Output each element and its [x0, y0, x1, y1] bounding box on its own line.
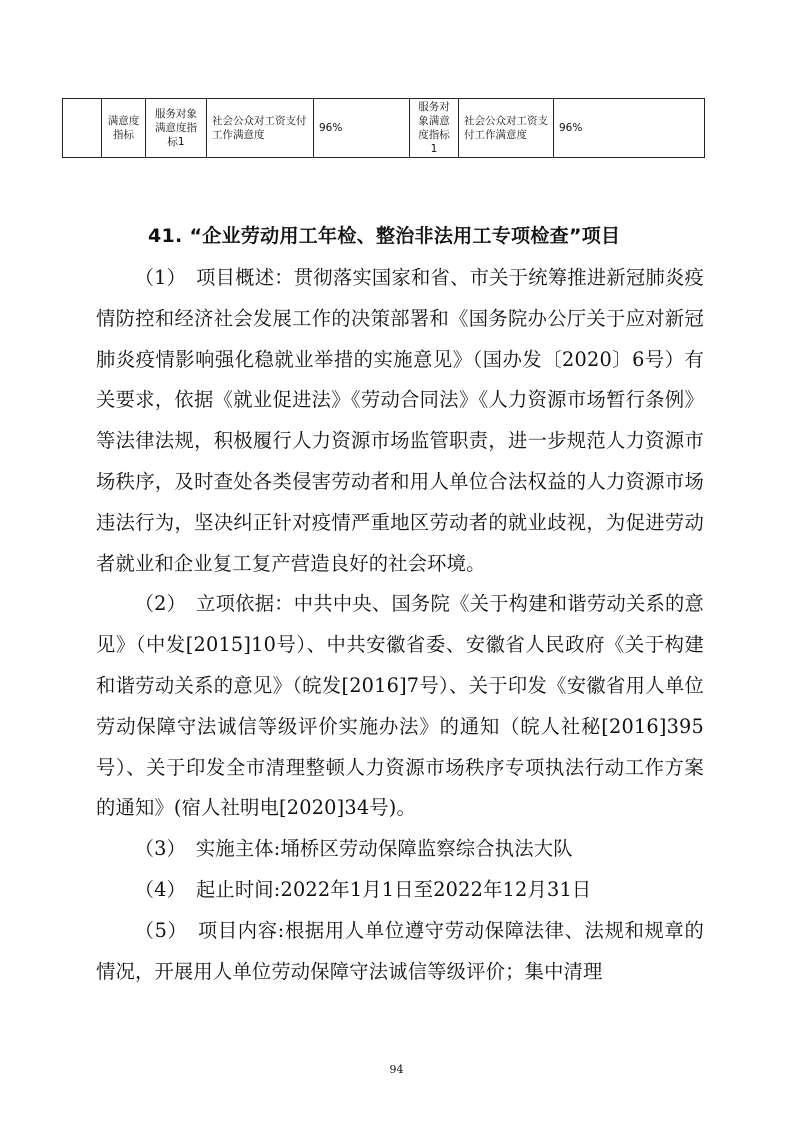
table-cell-level3-indicator-actual: 社会公众对工资支付工作满意度: [459, 99, 554, 158]
section-body: [96, 258, 704, 992]
paragraph-basis: （2） 立项依据：中共中央、国务院《关于构建和谐劳动关系的意见》（中发[2015]10号）、中共安徽省委、安徽省人民政府《关于构建和谐劳动关系的意见》（皖发[2016]7号）、关于印发《安徽省用人单位劳动保障守法诚信等级评价实施办法》的通知（皖人社秘[2016]395号）、关于印发全市清理整顿人力资源市场秩序专项执法行动工作方案的通知》(宿人社明电[2020]34号)。: [96, 592, 704, 820]
paragraph-implementer: （3） 实施主体:埇桥区劳动保障监察综合执法大队: [134, 837, 573, 861]
paragraph-content: （5） 项目内容:根据用人单位遵守劳动保障法律、法规和规章的情况，开展用人单位劳动保障守法诚信等级评价；集中清理: [96, 918, 704, 983]
page-number: 94: [389, 1063, 404, 1076]
table-cell-actual-value: 96%: [554, 99, 705, 158]
performance-metric-table: [62, 98, 705, 158]
table-cell-level1-indicator: 满意度指标: [102, 99, 146, 158]
table-cell-target-value: 96%: [314, 99, 410, 158]
section-heading: 41. “企业劳动用工年检、整治非法用工专项检查”项目: [148, 225, 621, 247]
table-cell-level2-indicator: 服务对象满意度指标1: [146, 99, 207, 158]
paragraph-period: （4） 起止时间:2022年1月1日至2022年12月31日: [134, 877, 592, 901]
table-cell-level2-indicator-actual: 服务对象满意度指标1: [410, 99, 459, 158]
table-cell-level3-indicator: 社会公众对工资支付工作满意度: [207, 99, 314, 158]
table-cell-blank: [63, 99, 102, 158]
paragraph-overview: （1） 项目概述：贯彻落实国家和省、市关于统筹推进新冠肺炎疫情防控和经济社会发展工作的决策部署和《国务院办公厅关于应对新冠肺炎疫情影响强化稳就业举措的实施意见》（国办发〔2020〕6号）有关要求，依据《就业促进法》《劳动合同法》《人力资源市场暂行条例》等法律法规，积极履行人力资源市场监管职责，进一步规范人力资源市场秩序，及时查处各类侵害劳动者和用人单位合法权益的人力资源市场违法行为，坚决纠正针对疫情严重地区劳动者的就业歧视，为促进劳动者就业和企业复工复产营造良好的社会环境。: [96, 266, 704, 575]
table-row: [63, 99, 705, 158]
